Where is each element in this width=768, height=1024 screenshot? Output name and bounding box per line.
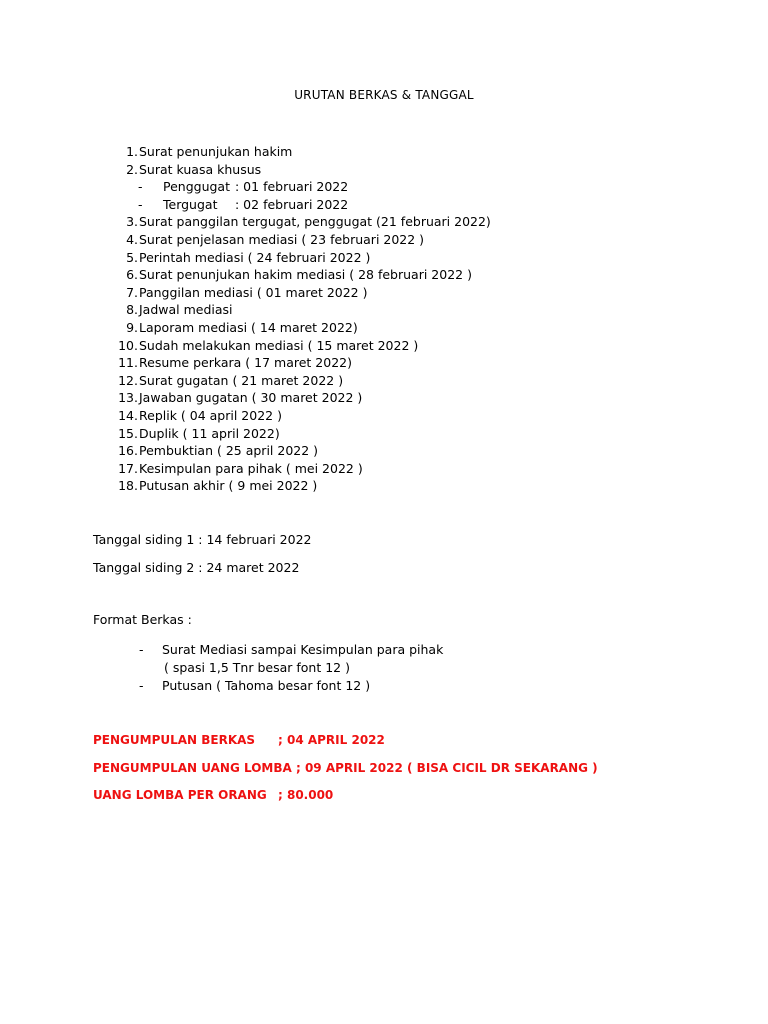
list-item-text: Surat gugatan ( 21 maret 2022 ) <box>139 372 344 388</box>
sub-item-value: : 02 februari 2022 <box>235 196 349 212</box>
list-item-number: 5. <box>126 249 138 265</box>
list-item-text: Surat panggilan tergugat, penggugat (21 februari 2022) <box>139 214 491 230</box>
list-item-text: Perintah mediasi ( 24 februari 2022 ) <box>139 249 371 265</box>
list-item-text: Jadwal mediasi <box>139 302 233 318</box>
format-dash-1: - <box>139 642 144 657</box>
sub-item-label: Penggugat <box>163 179 230 195</box>
list-item-number: 8. <box>126 302 138 318</box>
list-item <box>100 407 282 425</box>
sub-item-dash: - <box>138 196 143 212</box>
list-item-number: 12. <box>118 372 138 388</box>
siding-date-2: Tanggal siding 2 : 24 maret 2022 <box>93 560 300 575</box>
list-item <box>100 249 371 267</box>
list-item-number: 16. <box>118 443 138 459</box>
sub-item-penggugat <box>100 178 349 196</box>
list-item-number: 10. <box>118 337 138 353</box>
list-item <box>100 372 344 390</box>
list-item <box>100 284 368 302</box>
uang-per-orang-value: ; 80.000 <box>278 788 334 802</box>
list-item-text: Sudah melakukan mediasi ( 15 maret 2022 ) <box>139 337 419 353</box>
uang-per-orang-label: UANG LOMBA PER ORANG <box>93 788 267 802</box>
format-title: Format Berkas : <box>93 612 192 627</box>
list-item-number: 15. <box>118 425 138 441</box>
list-item-number: 3. <box>126 214 138 230</box>
list-item-number: 4. <box>126 231 138 247</box>
pengumpulan-uang-line: PENGUMPULAN UANG LOMBA ; 09 APRIL 2022 ( BISA CICIL DR SEKARANG ) <box>93 761 598 775</box>
sub-item-value: : 01 februari 2022 <box>235 179 349 195</box>
list-item-text: Surat penunjukan hakim mediasi ( 28 februari 2022 ) <box>139 267 472 283</box>
list-item-text: Laporam mediasi ( 14 maret 2022) <box>139 319 358 335</box>
list-item <box>100 389 363 407</box>
list-item-text: Replik ( 04 april 2022 ) <box>139 407 282 423</box>
sub-item-label: Tergugat <box>163 196 218 212</box>
pengumpulan-berkas-label: PENGUMPULAN BERKAS <box>93 733 256 747</box>
list-item <box>100 161 262 179</box>
pengumpulan-berkas-value: ; 04 APRIL 2022 <box>278 733 385 747</box>
siding-date-1: Tanggal siding 1 : 14 februari 2022 <box>93 532 312 547</box>
list-item-text: Surat penjelasan mediasi ( 23 februari 2022 ) <box>139 231 425 247</box>
list-item <box>100 442 319 460</box>
list-item-text: Pembuktian ( 25 april 2022 ) <box>139 443 319 459</box>
page-title: URUTAN BERKAS & TANGGAL <box>294 88 474 102</box>
sub-item-tergugat <box>100 196 349 214</box>
document-list <box>100 143 491 495</box>
list-item <box>100 477 318 495</box>
list-item-text: Duplik ( 11 april 2022) <box>139 425 280 441</box>
list-item-text: Panggilan mediasi ( 01 maret 2022 ) <box>139 284 368 300</box>
list-item-number: 9. <box>126 319 138 335</box>
list-item <box>100 354 352 372</box>
list-item-number: 1. <box>126 144 138 159</box>
list-item-number: 13. <box>118 390 138 406</box>
sub-item-dash: - <box>138 179 143 195</box>
list-item <box>100 266 472 284</box>
format-line-1b: ( spasi 1,5 Tnr besar font 12 ) <box>164 660 350 675</box>
list-item <box>100 301 233 319</box>
list-item-number: 17. <box>118 460 138 476</box>
list-item <box>100 143 293 161</box>
list-item <box>100 213 491 231</box>
list-item <box>100 425 280 443</box>
list-item-text: Kesimpulan para pihak ( mei 2022 ) <box>139 460 363 476</box>
format-line-2: Putusan ( Tahoma besar font 12 ) <box>162 678 371 693</box>
list-item <box>100 337 419 355</box>
list-item <box>100 231 425 249</box>
list-item <box>100 319 358 337</box>
list-item-text: Resume perkara ( 17 maret 2022) <box>139 355 352 371</box>
list-item-number: 14. <box>118 407 138 423</box>
list-item-text: Surat kuasa khusus <box>139 161 262 177</box>
list-item-text: Jawaban gugatan ( 30 maret 2022 ) <box>139 390 363 406</box>
list-item-number: 6. <box>126 267 138 283</box>
list-item-number: 7. <box>126 284 138 300</box>
list-item <box>100 460 363 478</box>
list-item-text: Surat penunjukan hakim <box>139 144 293 159</box>
format-dash-2: - <box>139 678 144 693</box>
format-line-1: Surat Mediasi sampai Kesimpulan para pihak <box>162 642 444 657</box>
list-item-number: 18. <box>118 478 138 494</box>
list-item-text: Putusan akhir ( 9 mei 2022 ) <box>139 478 318 494</box>
list-item-number: 2. <box>126 161 138 177</box>
list-item-number: 11. <box>118 355 138 371</box>
